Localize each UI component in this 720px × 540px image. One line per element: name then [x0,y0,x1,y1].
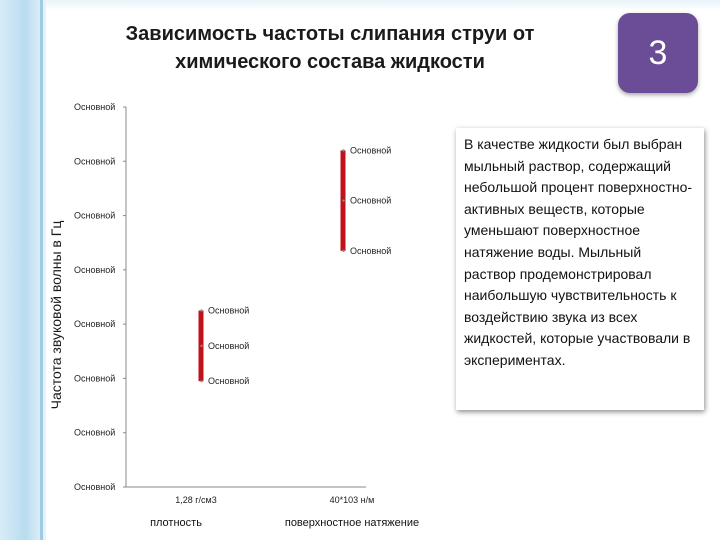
description-textbox: В качестве жидкости был выбран мыльный раствор, содержащий небольшой процент поверхностно-активных веществ, которые уменьшают поверхностное натяжение воды. Мыльный раствор продемонстрировал наибольшую чувствительность к воздействию звука из всех жидкостей, которые участвовали в экспериментах. [456,128,704,410]
data-point-marker [200,345,202,347]
y-tick-label: Основной [74,373,116,384]
data-point-marker [200,380,202,382]
chart-axes [126,107,366,487]
y-tick-label: Основной [74,264,116,275]
legend-entry: плотность [150,517,202,529]
x-category-label: 1,28 г/см3 [175,495,217,505]
range-bar-chart [46,90,454,535]
data-label: Основной [350,195,392,206]
data-point-marker [342,149,344,151]
y-tick-label: Основной [74,210,116,221]
top-decor-band [46,0,720,10]
y-axis-title: Частота звуковой волны в Гц [48,220,64,410]
legend-entry: поверхностное натяжение [284,517,420,529]
y-tick-label: Основной [74,156,116,167]
y-tick-label: Основной [74,482,116,492]
data-label: Основной [208,305,250,316]
data-label: Основной [350,245,392,256]
data-point-marker [200,309,202,311]
x-category-label: 40*103 н/м [329,495,375,505]
y-tick-label: Основной [74,102,116,112]
chart-bars [199,145,392,386]
slide-title: Зависимость частоты слипания струи от химического состава жидкости [125,23,535,73]
left-decor-band [0,0,46,540]
slide-number-badge: 3 [618,13,698,93]
chart-legend [150,517,419,529]
category-labels [175,495,374,505]
y-axis-ticks [74,102,126,492]
data-label: Основной [208,340,250,351]
y-tick-label: Основной [74,427,116,438]
y-tick-label: Основной [74,319,116,330]
data-point-marker [342,199,344,201]
data-label: Основной [350,145,392,156]
data-point-marker [342,250,344,252]
data-label: Основной [208,376,250,387]
